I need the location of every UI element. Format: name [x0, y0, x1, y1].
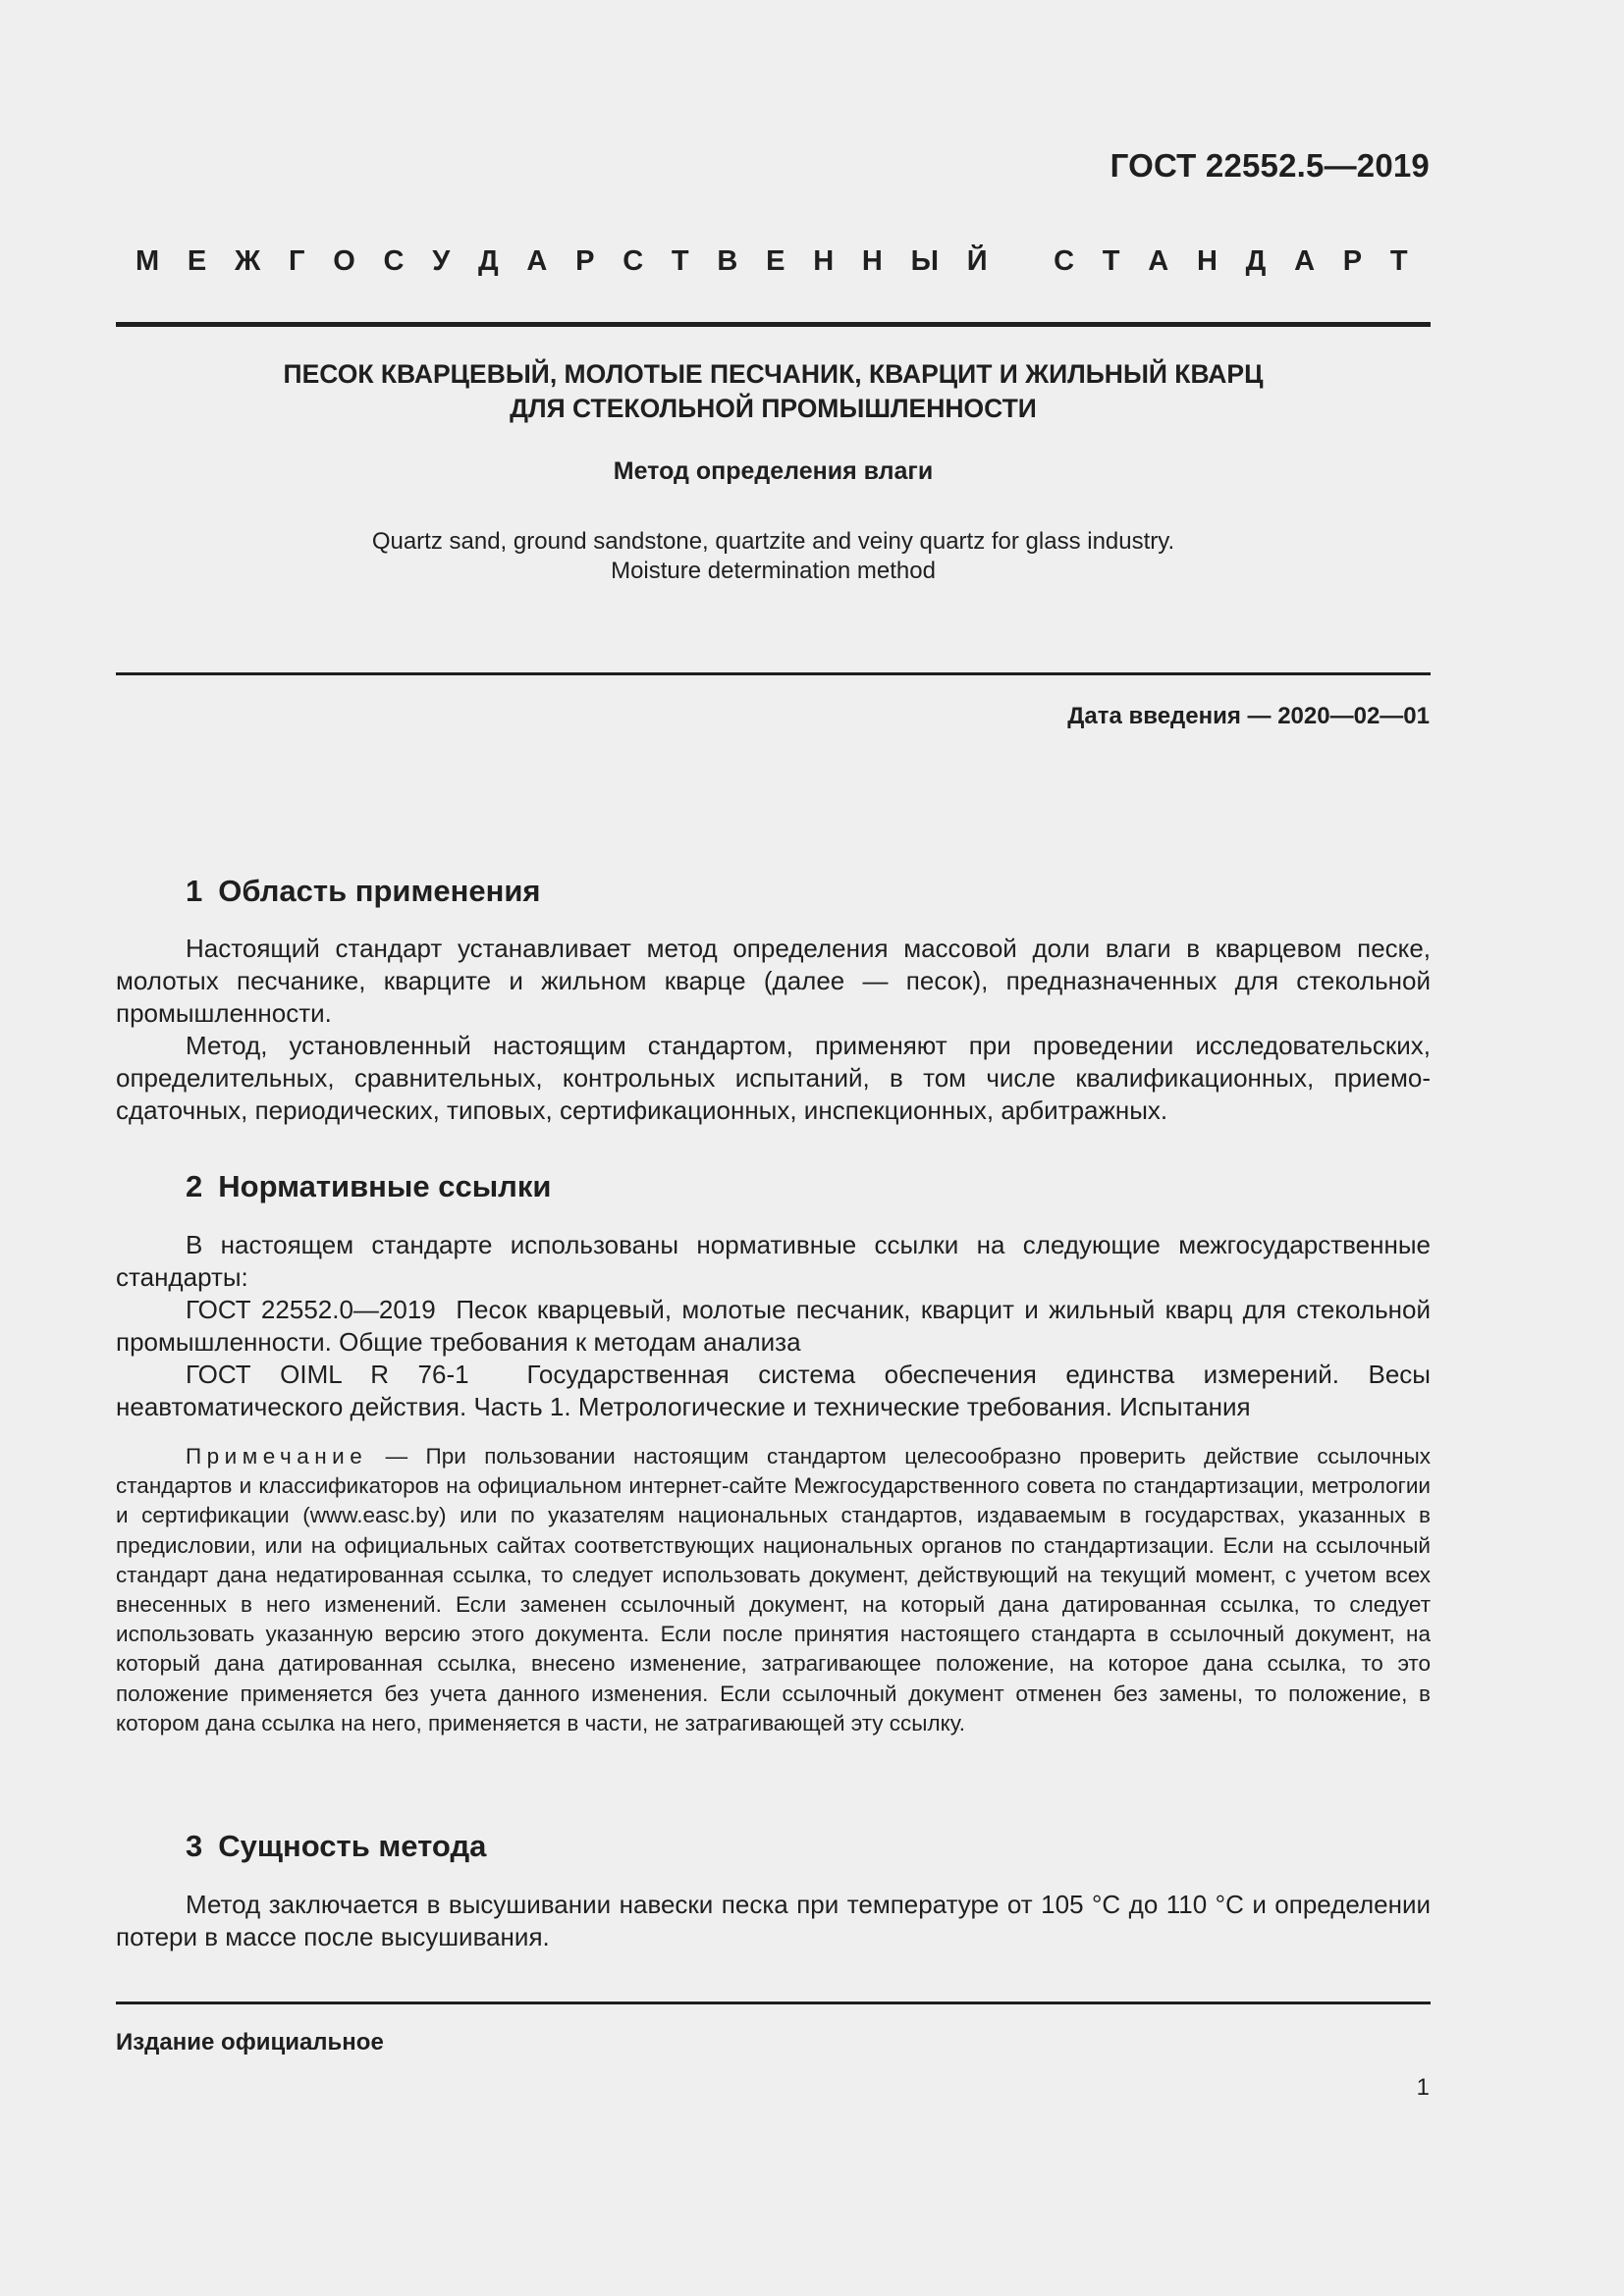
note-paragraph [116, 1442, 1431, 1738]
label-letter: С [1054, 245, 1075, 277]
label-letter: У [432, 245, 451, 277]
section-title: Сущность метода [218, 1829, 487, 1863]
label-letter: Ы [910, 245, 939, 277]
note-block [116, 1442, 1431, 1738]
title-line-1: ПЕСОК КВАРЦЕВЫЙ, МОЛОТЫЕ ПЕСЧАНИК, КВАРЦИТ И ЖИЛЬНЫЙ КВАРЦ [283, 359, 1264, 389]
label-letter: Т [1389, 245, 1408, 277]
label-letter: Е [187, 245, 207, 277]
page-number: 1 [1416, 2074, 1430, 2101]
label-letter: Т [1102, 245, 1120, 277]
english-title [116, 527, 1431, 586]
introduction-date: Дата введения — 2020—02—01 [1067, 703, 1430, 729]
edition-label: Издание официальное [116, 2029, 384, 2056]
reference-item: ГОСТ OIML R 76-1 Государственная система обеспечения единства измерений. Весы неавтоматического действия. Часть 1. Метрологические и технические требования. Испытания [116, 1360, 1438, 1421]
label-letter: Т [671, 245, 689, 277]
label-letter: Н [861, 245, 883, 277]
footer-rule [116, 2002, 1431, 2004]
label-letter: Д [1245, 245, 1267, 277]
label-gap [1015, 245, 1025, 278]
section-1-body [116, 933, 1431, 1127]
section-heading-3 [186, 1829, 486, 1864]
label-letter: Н [813, 245, 835, 277]
label-letter: В [717, 245, 738, 277]
label-letter: М [135, 245, 160, 277]
doc-number: ГОСТ 22552.5—2019 [1110, 147, 1430, 184]
section-number: 3 [186, 1829, 203, 1863]
header-rule [116, 322, 1431, 327]
label-letter: С [383, 245, 405, 277]
section-number: 2 [186, 1169, 203, 1203]
section-title: Нормативные ссылки [218, 1169, 552, 1203]
section-heading-1 [186, 874, 541, 909]
label-letter: О [333, 245, 355, 277]
english-title-line-1: Quartz sand, ground sandstone, quartzite and veiny quartz for glass industry. [371, 528, 1175, 555]
label-letter: Р [575, 245, 595, 277]
label-letter: А [1294, 245, 1316, 277]
document-title [116, 357, 1431, 426]
label-letter: А [526, 245, 548, 277]
section-number: 1 [186, 874, 203, 908]
label-letter: Д [478, 245, 499, 277]
standard-type-label [116, 245, 1428, 278]
label-letter: Н [1196, 245, 1218, 277]
label-letter: Р [1342, 245, 1363, 277]
paragraph: Настоящий стандарт устанавливает метод определения массовой доли влаги в кварцевом песке, молотых песчанике, кварците и жильном кварце (далее — песок), предназначенных для стекольной промышленности. [116, 934, 1431, 1028]
paragraph: Метод заключается в высушивании навески песка при температуре от 105 °С до 110 °С и определении потери в массе после высушивания. [116, 1890, 1431, 1951]
section-title: Область применения [218, 874, 541, 908]
label-letter: Й [966, 245, 988, 277]
english-title-line-2: Moisture determination method [611, 558, 936, 584]
note-label: Примечание [186, 1444, 368, 1468]
paragraph: Метод, установленный настоящим стандартом, применяют при проведении исследовательских, определительных, сравнительных, контрольных испытаний, в том числе квалификационных, приемо-сдаточных, периодических, типовых, сертификационных, инспекционных, арбитражных. [116, 1031, 1431, 1125]
title-rule [116, 672, 1431, 675]
document-subtitle: Метод определения влаги [613, 457, 934, 485]
label-letter: А [1148, 245, 1169, 277]
label-letter: Ж [235, 245, 261, 277]
section-2-body [116, 1229, 1438, 1423]
reference-item: ГОСТ 22552.0—2019 Песок кварцевый, молотые песчаник, кварцит и жильный кварц для стекольной промышленности. Общие требования к методам анализа [116, 1295, 1438, 1357]
section-heading-2 [186, 1169, 551, 1204]
paragraph: В настоящем стандарте использованы нормативные ссылки на следующие межгосударственные стандарты: [116, 1230, 1431, 1292]
label-letter: Г [288, 245, 305, 277]
label-letter: С [623, 245, 644, 277]
title-line-2: ДЛЯ СТЕКОЛЬНОЙ ПРОМЫШЛЕННОСТИ [510, 394, 1037, 423]
label-letter: Е [766, 245, 785, 277]
note-body: — При пользовании настоящим стандартом целесообразно проверить действие ссылочных стандартов и классификаторов на официальном интернет-сайте Межгосударственного совета по стандартизации, метрологии и сертификации (www.easc.by) или по указателям национальных стандартов, издаваемым в государствах, указанных в предисловии, или на официальных сайтах соответствующих национальных органов по стандартизации. Если на ссылочный стандарт дана недатированная ссылка, то следует использовать документ, действующий на текущий момент, с учетом всех внесенных в него изменений. Если заменен ссылочный документ, на который дана датированная ссылка, то следует использовать указанную версию этого документа. Если после принятия настоящего стандарта в ссылочный документ, на который дана датированная ссылка, внесено изменение, затрагивающее положение, на которое дана ссылка, то это положение применяется без учета данного изменения. Если ссылочный документ отменен без замены, то положение, в котором дана ссылка на него, применяется в части, не затрагивающей эту ссылку. [116, 1444, 1431, 1735]
section-3-body [116, 1889, 1431, 1953]
